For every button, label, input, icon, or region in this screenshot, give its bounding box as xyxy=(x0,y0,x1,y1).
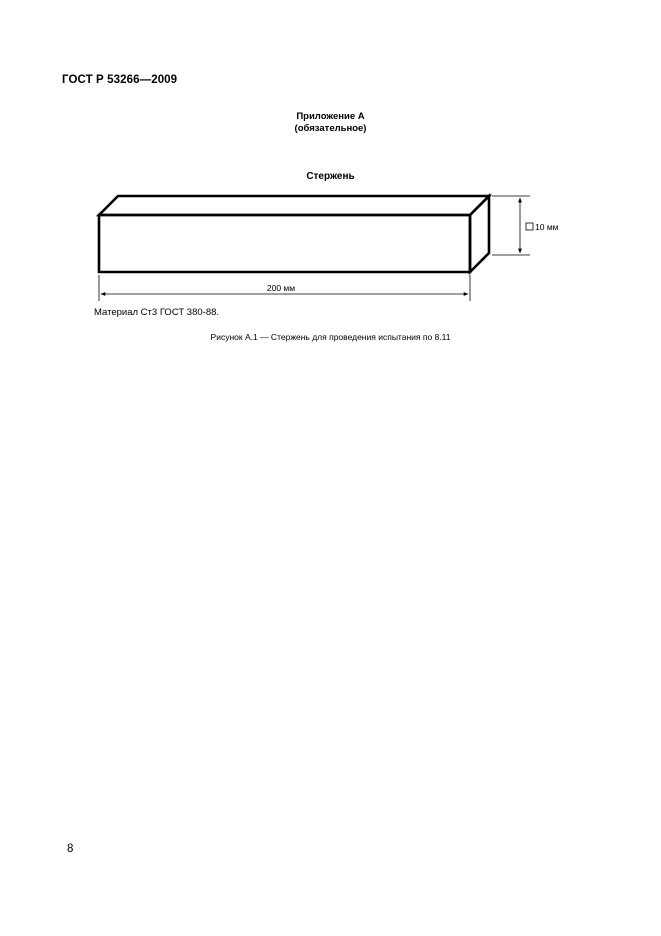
section-dimension xyxy=(492,196,530,255)
length-label: 200 мм xyxy=(266,283,296,293)
annex-title: Приложение А xyxy=(296,111,365,122)
page-number: 8 xyxy=(67,843,74,855)
rod-top-face xyxy=(99,196,489,215)
rod-body xyxy=(99,196,489,272)
document-code: ГОСТ Р 53266—2009 xyxy=(62,74,178,86)
material-note: Материал Ст3 ГОСТ 380-88. xyxy=(94,307,220,318)
annex-status: (обязательное) xyxy=(294,123,367,134)
figure-heading: Стержень xyxy=(306,171,355,182)
rod-drawing xyxy=(0,185,661,305)
section-label: 10 мм xyxy=(535,222,559,232)
figure-caption: Рисунок А.1 — Стержень для проведения испытания по 8.11 xyxy=(210,332,451,342)
rod-end-face xyxy=(470,196,489,272)
square-section-icon xyxy=(526,223,533,230)
rod-front-face xyxy=(99,215,470,272)
